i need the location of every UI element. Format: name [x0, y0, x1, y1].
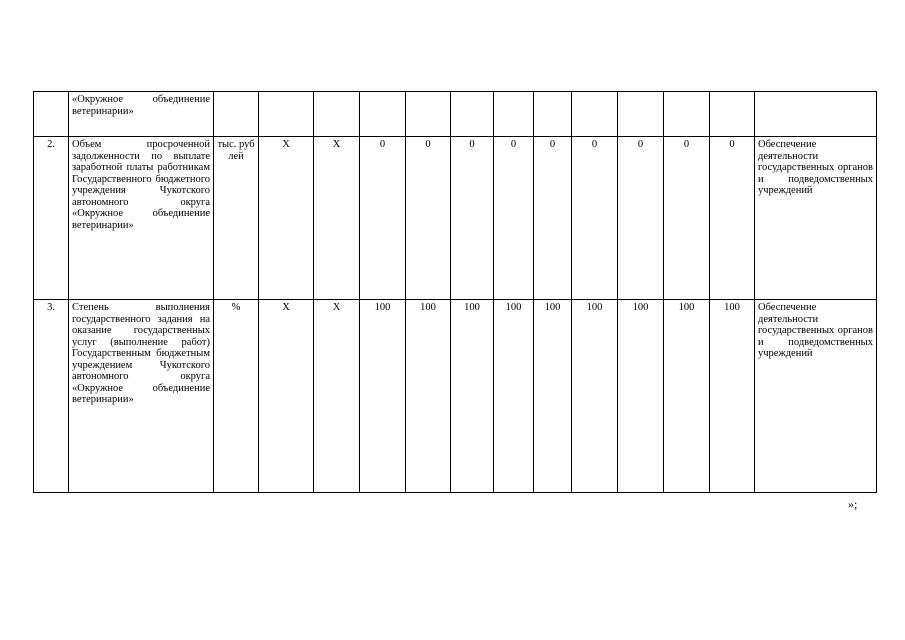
cell-value [259, 92, 314, 137]
cell-value: 100 [534, 300, 572, 493]
cell-goal: Обеспечение деятельности государственных органов и подведомственных учреждений [755, 137, 877, 300]
cell-value [710, 92, 755, 137]
cell-unit: тыс. рублей [214, 137, 259, 300]
cell-value: 100 [572, 300, 618, 493]
cell-value: 0 [618, 137, 664, 300]
indicators-table [33, 91, 877, 493]
cell-value: 0 [710, 137, 755, 300]
cell-value: 100 [710, 300, 755, 493]
cell-value: 100 [618, 300, 664, 493]
cell-value: 0 [664, 137, 710, 300]
cell-value: 100 [406, 300, 451, 493]
cell-value: 0 [534, 137, 572, 300]
cell-value [314, 92, 360, 137]
cell-goal: Обеспечение деятельности государственных органов и подведомственных учреждений [755, 300, 877, 493]
cell-name: «Окружное объединение ветеринарии» [69, 92, 214, 137]
cell-goal [755, 92, 877, 137]
cell-value [451, 92, 494, 137]
cell-value: 0 [572, 137, 618, 300]
cell-value [572, 92, 618, 137]
cell-value: 0 [360, 137, 406, 300]
cell-value: 0 [406, 137, 451, 300]
cell-value: 100 [360, 300, 406, 493]
cell-value [494, 92, 534, 137]
cell-value: Х [259, 137, 314, 300]
cell-value: 100 [664, 300, 710, 493]
cell-value [618, 92, 664, 137]
table-row [34, 137, 877, 300]
table-row [34, 300, 877, 493]
closing-quote-mark: »; [848, 497, 858, 511]
cell-name: Объем просроченной задолженности по выплате заработной платы работникам Государственного бюджетного учреждения Чукотского автономного округа «Окружное объединение ветеринарии» [69, 137, 214, 300]
cell-num [34, 92, 69, 137]
cell-value: 100 [494, 300, 534, 493]
cell-value [360, 92, 406, 137]
cell-value [664, 92, 710, 137]
cell-name: Степень выполнения государственного задания на оказание государственных услуг (выполнение работ) Государственным бюджетным учреждением Чукотского автономного округа «Окружное объединение ветеринарии» [69, 300, 214, 493]
cell-unit: % [214, 300, 259, 493]
cell-num: 2. [34, 137, 69, 300]
cell-value: 100 [451, 300, 494, 493]
cell-value: 0 [451, 137, 494, 300]
cell-num: 3. [34, 300, 69, 493]
cell-value: 0 [494, 137, 534, 300]
cell-value: Х [259, 300, 314, 493]
cell-value [534, 92, 572, 137]
cell-unit [214, 92, 259, 137]
cell-value [406, 92, 451, 137]
cell-value: Х [314, 137, 360, 300]
cell-value: Х [314, 300, 360, 493]
table-row-continuation [34, 92, 877, 137]
